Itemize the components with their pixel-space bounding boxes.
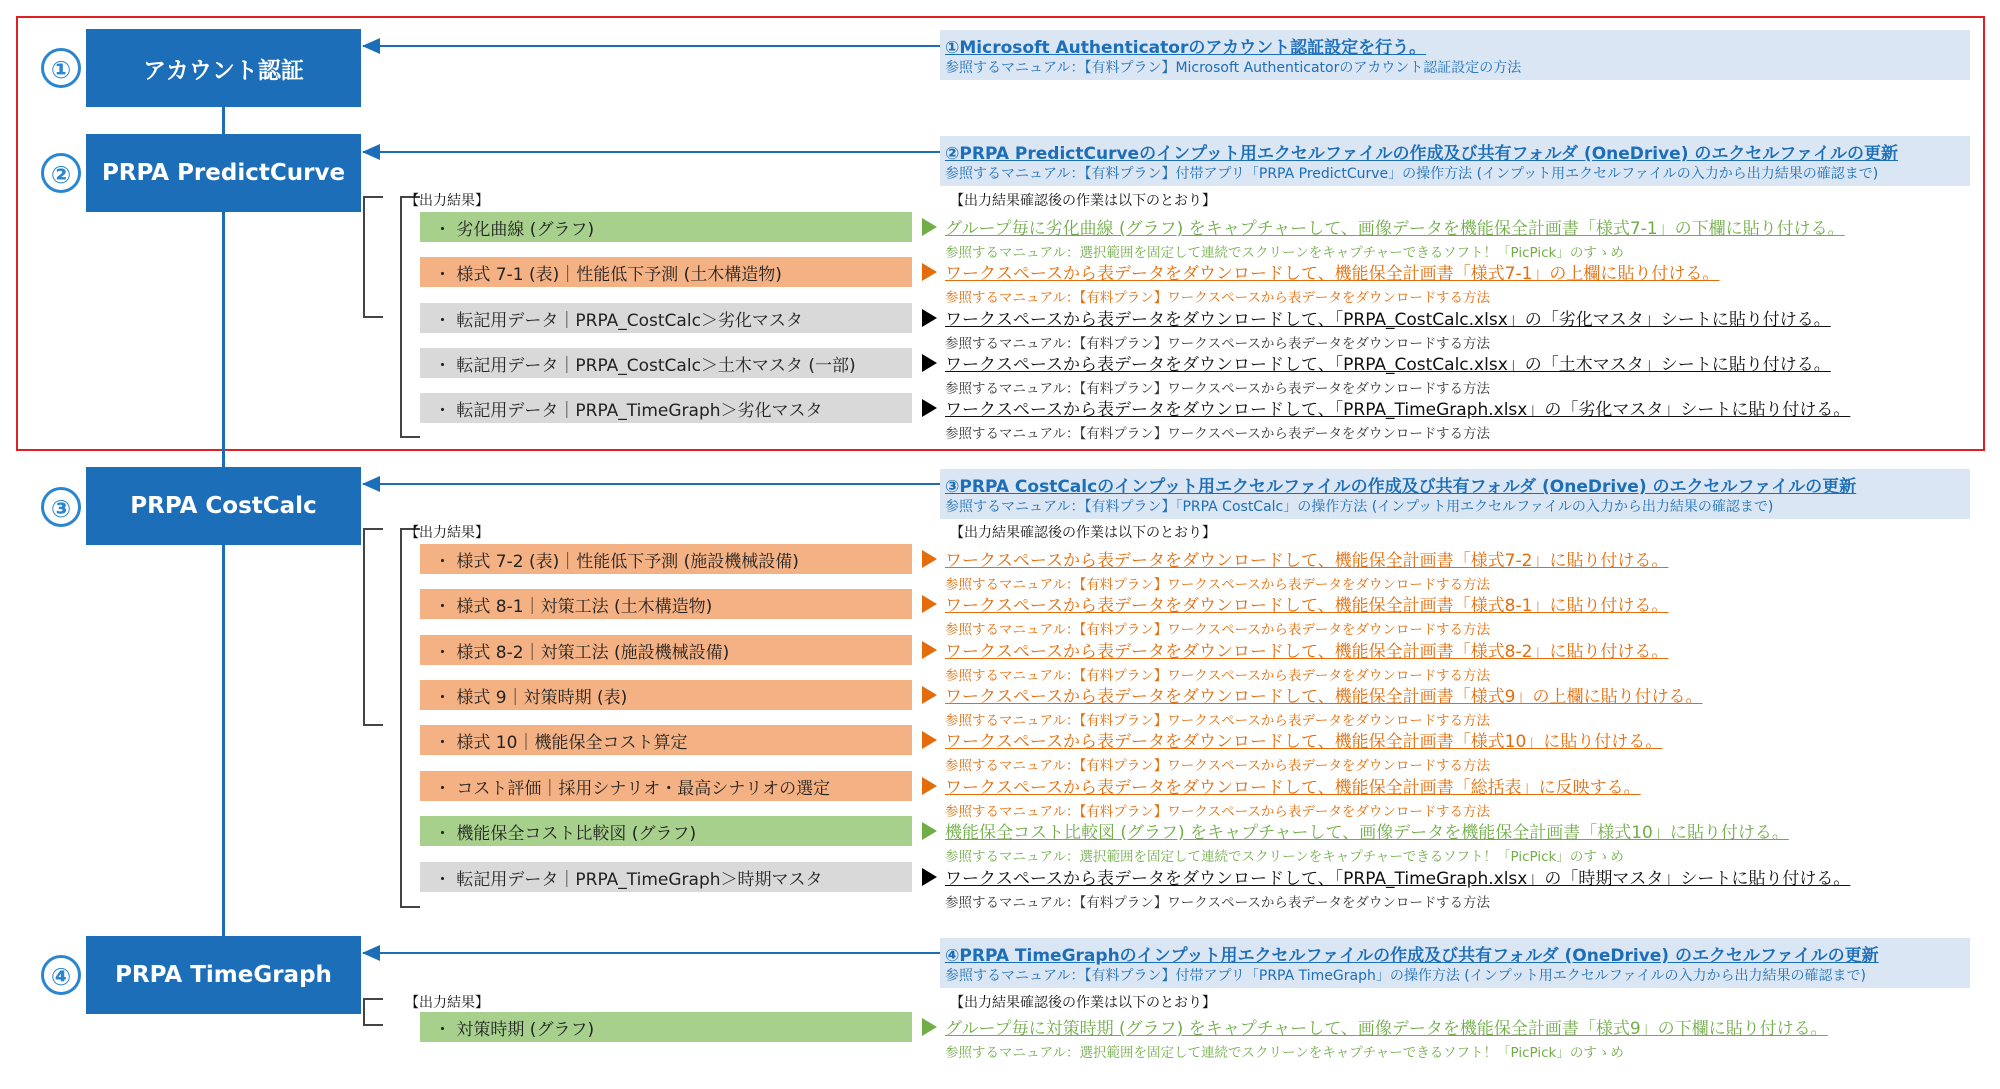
step-3-output-label: 【出力結果】 [405, 525, 489, 541]
s3-arrow-5 [922, 731, 937, 749]
step-3-arrow [362, 476, 380, 492]
step-2-next-label: 【出力結果確認後の作業は以下のとおり】 [950, 193, 1216, 209]
s3-ref-2: 参照するマニュアル：【有料プラン】ワークスペースから表データをダウンロードする方法 [945, 622, 1490, 638]
step-4-output-label: 【出力結果】 [405, 995, 489, 1011]
s3-action-7[interactable]: 機能保全コスト比較図 (グラフ) をキャプチャーして、画像データを機能保全計画書「様式10」に貼り付ける。 [945, 823, 1789, 843]
step-4-next-label: 【出力結果確認後の作業は以下のとおり】 [950, 995, 1216, 1011]
step-3-box[interactable]: PRPA CostCalc [86, 467, 361, 545]
s3-arrow-2 [922, 595, 937, 613]
flow-spine [222, 106, 225, 1006]
step-2-box[interactable]: PRPA PredictCurve [86, 134, 361, 212]
step-2-arrow [362, 144, 380, 160]
step-4-output-bracket [363, 998, 383, 1026]
s3-item-7: ・ 機能保全コスト比較図 (グラフ) [420, 816, 912, 846]
s2-arrow-4 [922, 354, 937, 372]
s3-item-4: ・ 様式 9｜対策時期 (表) [420, 680, 912, 710]
s2-action-3[interactable]: ワークスペースから表データをダウンロードして、「PRPA_CostCalc.xlsx」の「劣化マスタ」シートに貼り付ける。 [945, 310, 1831, 330]
s2-ref-2: 参照するマニュアル：【有料プラン】ワークスペースから表データをダウンロードする方法 [945, 290, 1490, 306]
s4-action-1[interactable]: グループ毎に対策時期 (グラフ) をキャプチャーして、画像データを機能保全計画書「様式9」の下欄に貼り付ける。 [945, 1019, 1828, 1039]
step-2-title-link[interactable]: ②PRPA PredictCurveのインプット用エクセルファイルの作成及び共有フォルダ (OneDrive) のエクセルファイルの更新 [945, 144, 1899, 164]
step-2-connector [363, 151, 940, 153]
s2-action-2[interactable]: ワークスペースから表データをダウンロードして、機能保全計画書「様式7-1」の上欄に貼り付ける。 [945, 264, 1720, 284]
s2-arrow-2 [922, 263, 937, 281]
s3-ref-3: 参照するマニュアル：【有料プラン】ワークスペースから表データをダウンロードする方法 [945, 668, 1490, 684]
step-1-manual-ref: 参照するマニュアル：【有料プラン】Microsoft Authenticatorのアカウント認証設定の方法 [945, 60, 1522, 76]
s3-item-2: ・ 様式 8-1｜対策工法 (土木構造物) [420, 589, 912, 619]
step-2-output-bracket [363, 196, 383, 318]
step-4-manual-ref: 参照するマニュアル：【有料プラン】付帯アプリ「PRPA TimeGraph」の操作方法 (インプット用エクセルファイルの入力から出力結果の確認まで) [945, 968, 1866, 984]
s3-ref-7: 参照するマニュアル：選択範囲を固定して連続でスクリーンをキャプチャーできるソフト！「PicPick」のすゝめ [945, 849, 1624, 865]
s3-action-4[interactable]: ワークスペースから表データをダウンロードして、機能保全計画書「様式9」の上欄に貼り付ける。 [945, 687, 1703, 707]
step-2-number: ② [41, 153, 81, 193]
step-1-title-link[interactable]: ①Microsoft Authenticatorのアカウント認証設定を行う。 [945, 38, 1427, 58]
s2-action-5[interactable]: ワークスペースから表データをダウンロードして、「PRPA_TimeGraph.xlsx」の「劣化マスタ」シートに貼り付ける。 [945, 400, 1851, 420]
s2-ref-4: 参照するマニュアル：【有料プラン】ワークスペースから表データをダウンロードする方法 [945, 381, 1490, 397]
step-2-items-bracket [400, 196, 420, 438]
step-4-arrow [362, 945, 380, 961]
step-3-output-bracket [363, 528, 383, 726]
step-3-next-label: 【出力結果確認後の作業は以下のとおり】 [950, 525, 1216, 541]
s2-item-1: ・ 劣化曲線 (グラフ) [420, 212, 912, 242]
step-1-box[interactable]: アカウント認証 [86, 29, 361, 107]
step-3-title-link[interactable]: ③PRPA CostCalcのインプット用エクセルファイルの作成及び共有フォルダ (OneDrive) のエクセルファイルの更新 [945, 477, 1857, 497]
s3-arrow-1 [922, 550, 937, 568]
s3-ref-8: 参照するマニュアル：【有料プラン】ワークスペースから表データをダウンロードする方法 [945, 895, 1490, 911]
s3-action-2[interactable]: ワークスペースから表データをダウンロードして、機能保全計画書「様式8-1」に貼り付ける。 [945, 596, 1669, 616]
step-3-items-bracket [400, 528, 420, 908]
s3-action-1[interactable]: ワークスペースから表データをダウンロードして、機能保全計画書「様式7-2」に貼り付ける。 [945, 551, 1669, 571]
s2-action-4[interactable]: ワークスペースから表データをダウンロードして、「PRPA_CostCalc.xlsx」の「土木マスタ」シートに貼り付ける。 [945, 355, 1831, 375]
s3-item-5: ・ 様式 10｜機能保全コスト算定 [420, 725, 912, 755]
s3-action-3[interactable]: ワークスペースから表データをダウンロードして、機能保全計画書「様式8-2」に貼り付ける。 [945, 642, 1669, 662]
s2-arrow-1 [922, 218, 937, 236]
step-3-number: ③ [41, 487, 81, 527]
s2-item-3: ・ 転記用データ｜PRPA_CostCalc＞劣化マスタ [420, 303, 912, 333]
s4-arrow-1 [922, 1018, 937, 1036]
s3-ref-5: 参照するマニュアル：【有料プラン】ワークスペースから表データをダウンロードする方法 [945, 758, 1490, 774]
s3-item-8: ・ 転記用データ｜PRPA_TimeGraph＞時期マスタ [420, 862, 912, 892]
s3-ref-1: 参照するマニュアル：【有料プラン】ワークスペースから表データをダウンロードする方法 [945, 577, 1490, 593]
s3-arrow-8 [922, 868, 937, 886]
step-3-connector [363, 483, 940, 485]
s2-action-1[interactable]: グループ毎に劣化曲線 (グラフ) をキャプチャーして、画像データを機能保全計画書「様式7-1」の下欄に貼り付ける。 [945, 219, 1845, 239]
s3-item-3: ・ 様式 8-2｜対策工法 (施設機械設備) [420, 635, 912, 665]
s3-action-5[interactable]: ワークスペースから表データをダウンロードして、機能保全計画書「様式10」に貼り付ける。 [945, 732, 1663, 752]
s3-arrow-7 [922, 822, 937, 840]
step-2-manual-ref: 参照するマニュアル：【有料プラン】付帯アプリ「PRPA PredictCurve」の操作方法 (インプット用エクセルファイルの入力から出力結果の確認まで) [945, 166, 1879, 182]
s2-arrow-3 [922, 309, 937, 327]
s3-ref-4: 参照するマニュアル：【有料プラン】ワークスペースから表データをダウンロードする方法 [945, 713, 1490, 729]
step-1-number: ① [41, 48, 81, 88]
step-1-connector [363, 45, 940, 47]
step-4-number: ④ [41, 955, 81, 995]
s2-arrow-5 [922, 399, 937, 417]
s2-item-2: ・ 様式 7-1 (表)｜性能低下予測 (土木構造物) [420, 257, 912, 287]
s3-arrow-6 [922, 777, 937, 795]
s4-ref-1: 参照するマニュアル：選択範囲を固定して連続でスクリーンをキャプチャーできるソフト！「PicPick」のすゝめ [945, 1045, 1624, 1061]
s2-item-4: ・ 転記用データ｜PRPA_CostCalc＞土木マスタ (一部) [420, 348, 912, 378]
s3-action-6[interactable]: ワークスペースから表データをダウンロードして、機能保全計画書「総括表」に反映する。 [945, 778, 1641, 798]
s2-ref-3: 参照するマニュアル：【有料プラン】ワークスペースから表データをダウンロードする方法 [945, 336, 1490, 352]
step-1-arrow [362, 38, 380, 54]
s2-ref-1: 参照するマニュアル：選択範囲を固定して連続でスクリーンをキャプチャーできるソフト！「PicPick」のすゝめ [945, 245, 1624, 261]
step-2-output-label: 【出力結果】 [405, 193, 489, 209]
step-4-box[interactable]: PRPA TimeGraph [86, 936, 361, 1014]
step-4-title-link[interactable]: ④PRPA TimeGraphのインプット用エクセルファイルの作成及び共有フォルダ (OneDrive) のエクセルファイルの更新 [945, 946, 1879, 966]
step-3-manual-ref: 参照するマニュアル：【有料プラン】「PRPA CostCalc」の操作方法 (インプット用エクセルファイルの入力から出力結果の確認まで) [945, 499, 1774, 515]
s4-item-1: ・ 対策時期 (グラフ) [420, 1012, 912, 1042]
step-4-connector [363, 952, 940, 954]
s3-item-6: ・ コスト評価｜採用シナリオ・最高シナリオの選定 [420, 771, 912, 801]
s3-item-1: ・ 様式 7-2 (表)｜性能低下予測 (施設機械設備) [420, 544, 912, 574]
s2-item-5: ・ 転記用データ｜PRPA_TimeGraph＞劣化マスタ [420, 393, 912, 423]
s3-action-8[interactable]: ワークスペースから表データをダウンロードして、「PRPA_TimeGraph.xlsx」の「時期マスタ」シートに貼り付ける。 [945, 869, 1851, 889]
s3-ref-6: 参照するマニュアル：【有料プラン】ワークスペースから表データをダウンロードする方法 [945, 804, 1490, 820]
s2-ref-5: 参照するマニュアル：【有料プラン】ワークスペースから表データをダウンロードする方法 [945, 426, 1490, 442]
s3-arrow-3 [922, 641, 937, 659]
s3-arrow-4 [922, 686, 937, 704]
